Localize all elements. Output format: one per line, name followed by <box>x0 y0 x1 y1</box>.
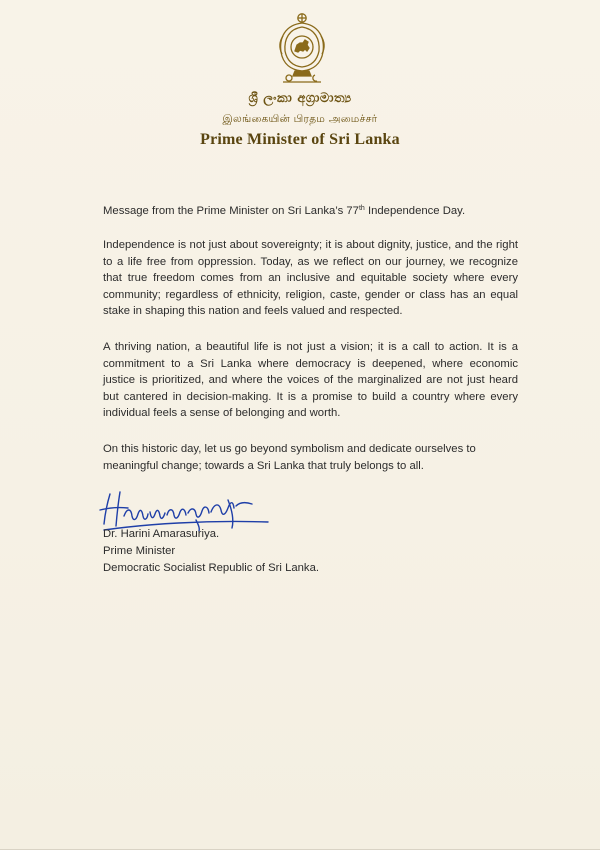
signatory-title: Prime Minister <box>103 545 176 557</box>
message-intro <box>103 203 518 220</box>
letterhead-english-title: Prime Minister of Sri Lanka <box>200 131 400 148</box>
message-paragraph: A thriving nation, a beautiful life is not just a vision; it is a call to action. It is a commitment to a Sri Lanka where democracy is deepened, where economic justice is prioritized, and where the voices of the marginalized are not just heard but cantered in decision-making. It is a promise to build a country where every individual feels a sense of belonging and worth. <box>103 341 518 420</box>
signatory-name: Dr. Harini Amarasuriya. <box>103 528 220 540</box>
intro-ordinal-suffix: th <box>358 205 365 212</box>
intro-text: Message from the Prime Minister on Sri Lanka’s 77 <box>103 205 359 217</box>
sri-lanka-emblem-icon <box>275 12 329 84</box>
letterhead-tamil-title: இலங்கையின் பிரதம அமைச்சர் <box>222 113 378 125</box>
message-paragraph: Independence is not just about sovereignty; it is about dignity, justice, and the right to a life free from oppression. Today, as we reflect on our journey, we recognize that true freedom comes from an inclusive and equitable society where every community; regardless of ethnicity, religion, caste, gender or class has an equal stake in shaping this nation and feels valued and respected. <box>103 239 518 318</box>
message-paragraph: On this historic day, let us go beyond symbolism and dedicate ourselves to meaningful change; towards a Sri Lanka that truly belongs to all. <box>103 443 476 472</box>
signatory-organization: Democratic Socialist Republic of Sri Lanka. <box>103 562 319 574</box>
intro-text-end: Independence Day. <box>364 205 466 217</box>
letterhead-sinhala-title: ශ්‍රී ලංකා අග්‍රාමාත්‍ය <box>248 91 352 106</box>
